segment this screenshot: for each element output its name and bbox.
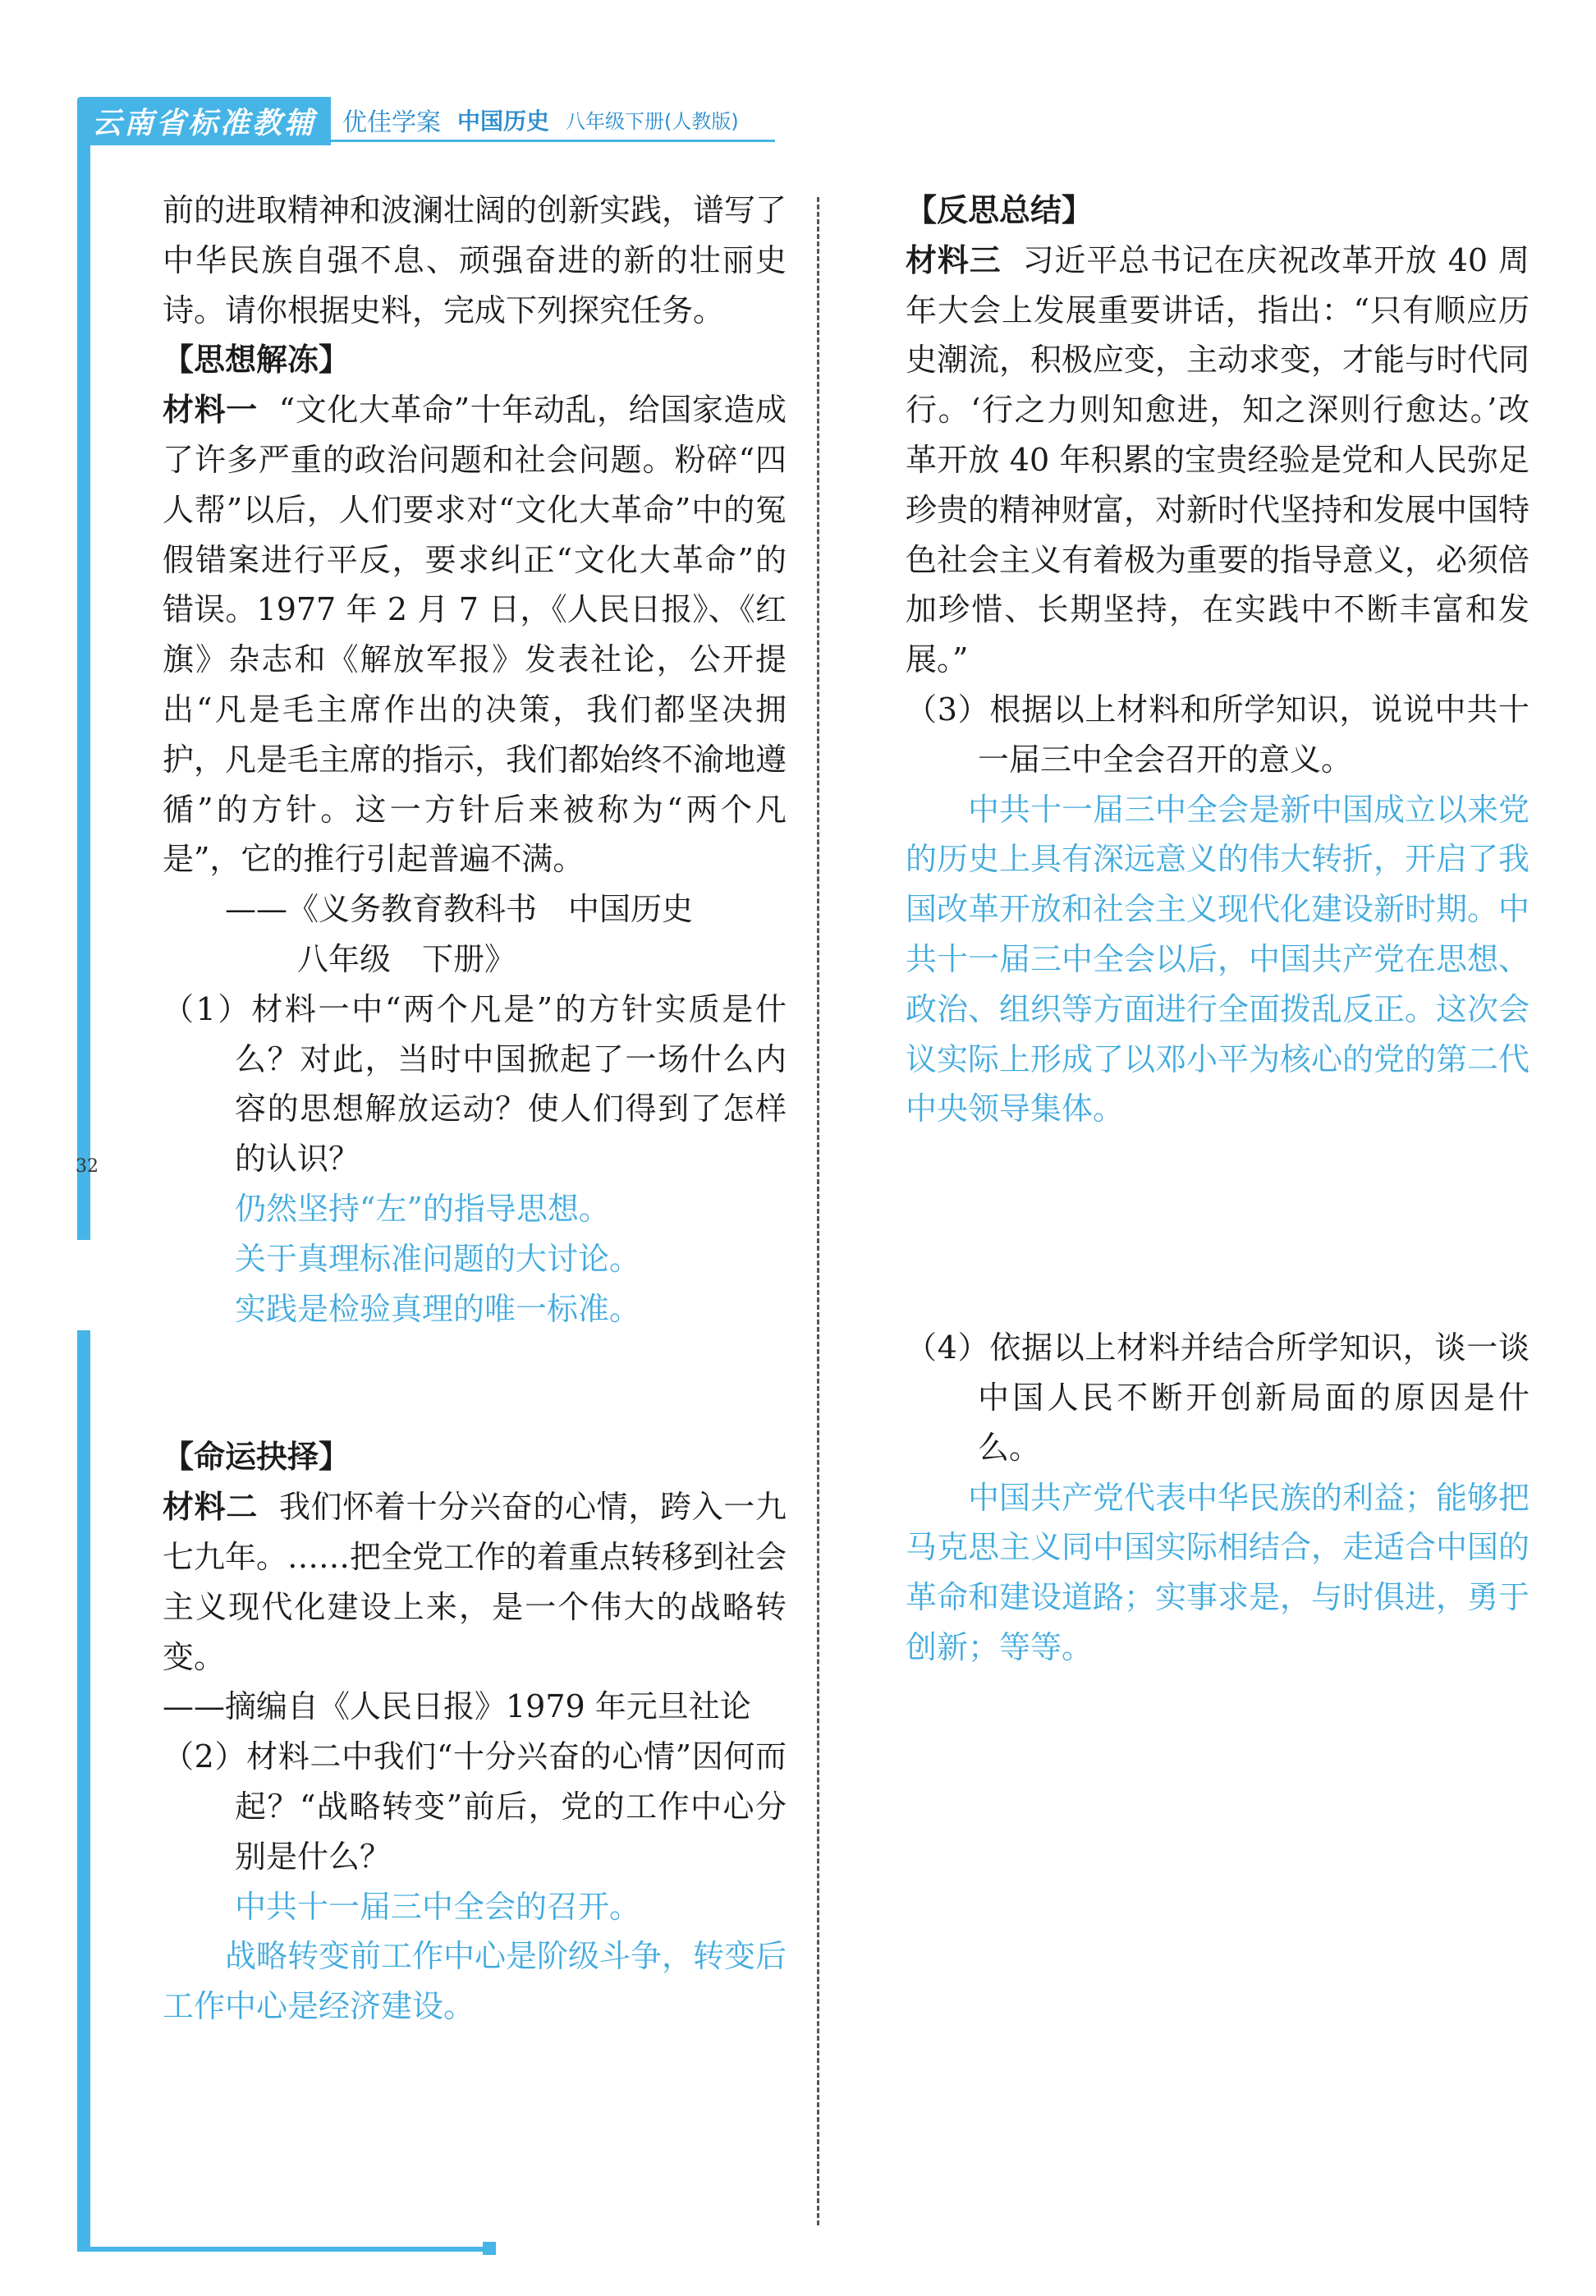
- material-three-text: 习近平总书记在庆祝改革开放 40 周年大会上发展重要讲话，指出：“只有顺应历史潮流，积极应变，主动求变，才能与时代同行。‘行之力则知愈进，知之深则行愈达。’改革开放 40 年积累的宝贵经验是党和人民弥足珍贵的精神财富，对新时代坚持和发展中国特色社会主义有着极为重要的指导意义，必须倍加珍惜、长期坚持，在实践中不断丰富和发展。”: [906, 241, 1530, 678]
- header-grade: 八年级下册(人教版): [566, 110, 739, 133]
- material-one-label: 材料一: [163, 392, 258, 429]
- answer-2-text: 战略转变前工作中心是阶级斗争，转变后工作中心是经济建设。: [163, 1938, 787, 2025]
- material-two-text: 我们怀着十分兴奋的心情，跨入一九七九年。……把全党工作的着重点转移到社会主义现代化建设上来，是一个伟大的战略转变。: [163, 1489, 787, 1675]
- left-frame-bar: [77, 123, 90, 2250]
- answer-3-text: 中共十一届三中全会是新中国成立以来党的历史上具有深远意义的伟大转折，开启了我国改革开放和社会主义现代化建设新时期。中共十一届三中全会以后，中国共产党在思想、政治、组织等方面进行全面拨乱反正。这次会议实际上形成了以邓小平为核心的党的第二代中央领导集体。: [906, 791, 1530, 1127]
- material-three: [906, 236, 1530, 685]
- right-column: [906, 186, 1530, 1673]
- material-two-source: ——摘编自《人民日报》1979 年元旦社论: [163, 1688, 751, 1725]
- question-3: （3）根据以上材料和所学知识，说说中共十一届三中全会召开的意义。: [906, 691, 1530, 778]
- bottom-frame-square: [483, 2242, 496, 2255]
- section-heading-reflection: 【反思总结】: [906, 192, 1094, 228]
- left-column: [163, 186, 787, 2032]
- answer-1-line: 仍然坚持“左”的指导思想。: [235, 1190, 610, 1227]
- answer-2-line: 中共十一届三中全会的召开。: [235, 1888, 641, 1925]
- material-one-source: ——《义务教育教科书 中国历史: [225, 891, 694, 928]
- frame-gap: [72, 1240, 95, 1330]
- intro-text: 前的进取精神和波澜壮阔的创新实践，谱写了中华民族自强不息、顽强奋进的新的壮丽史诗。请你根据史料，完成下列探究任务。: [163, 192, 787, 328]
- header-logo: 云南省标准教辅: [77, 97, 331, 145]
- page-number: 32: [76, 1156, 99, 1177]
- header-subject: 中国历史: [457, 107, 550, 135]
- header-text: [331, 100, 775, 142]
- material-three-label: 材料三: [906, 241, 1002, 278]
- question-1: （1）材料一中“两个凡是”的方针实质是什么？对此，当时中国掀起了一场什么内容的思想解放运动？使人们得到了怎样的认识？: [163, 990, 787, 1178]
- material-two-label: 材料二: [163, 1489, 258, 1526]
- answer-space: [163, 1334, 787, 1432]
- answer-1-line: 关于真理标准问题的大讨论。: [235, 1240, 641, 1277]
- answer-1-line: 实践是检验真理的唯一标准。: [235, 1290, 641, 1327]
- header-series: 优佳学案: [342, 108, 442, 137]
- answer-4-text: 中国共产党代表中华民族的利益；能够把马克思主义同中国实际相结合，走适合中国的革命和建设道路；实事求是，与时俱进，勇于创新；等等。: [906, 1479, 1530, 1665]
- material-two: [163, 1482, 787, 1682]
- column-divider: [817, 197, 819, 2225]
- material-one: [163, 385, 787, 884]
- answer-space: [906, 1134, 1530, 1323]
- section-heading-destiny: 【命运抉择】: [163, 1439, 351, 1476]
- material-one-source-line2: 八年级 下册》: [297, 940, 516, 977]
- question-2: （2）材料二中我们“十分兴奋的心情”因何而起？“战略转变”前后，党的工作中心分别是什么？: [163, 1738, 787, 1875]
- question-4: （4）依据以上材料并结合所学知识，谈一谈中国人民不断开创新局面的原因是什么。: [906, 1329, 1530, 1466]
- page-header: [77, 97, 775, 145]
- bottom-frame-bar: [77, 2247, 488, 2252]
- section-heading-thought: 【思想解冻】: [163, 342, 351, 379]
- material-one-text: “文化大革命”十年动乱，给国家造成了许多严重的政治问题和社会问题。粉碎“四人帮”以后，人们要求对“文化大革命”中的冤假错案进行平反，要求纠正“文化大革命”的错误。1977 年 2 月 7 日，《人民日报》、《红旗》杂志和《解放军报》发表社论，公开提出“凡是毛主席作出的决策，我们都坚决拥护，凡是毛主席的指示，我们都始终不渝地遵循”的方针。这一方针后来被称为“两个凡是”，它的推行引起普遍不满。: [163, 392, 787, 878]
